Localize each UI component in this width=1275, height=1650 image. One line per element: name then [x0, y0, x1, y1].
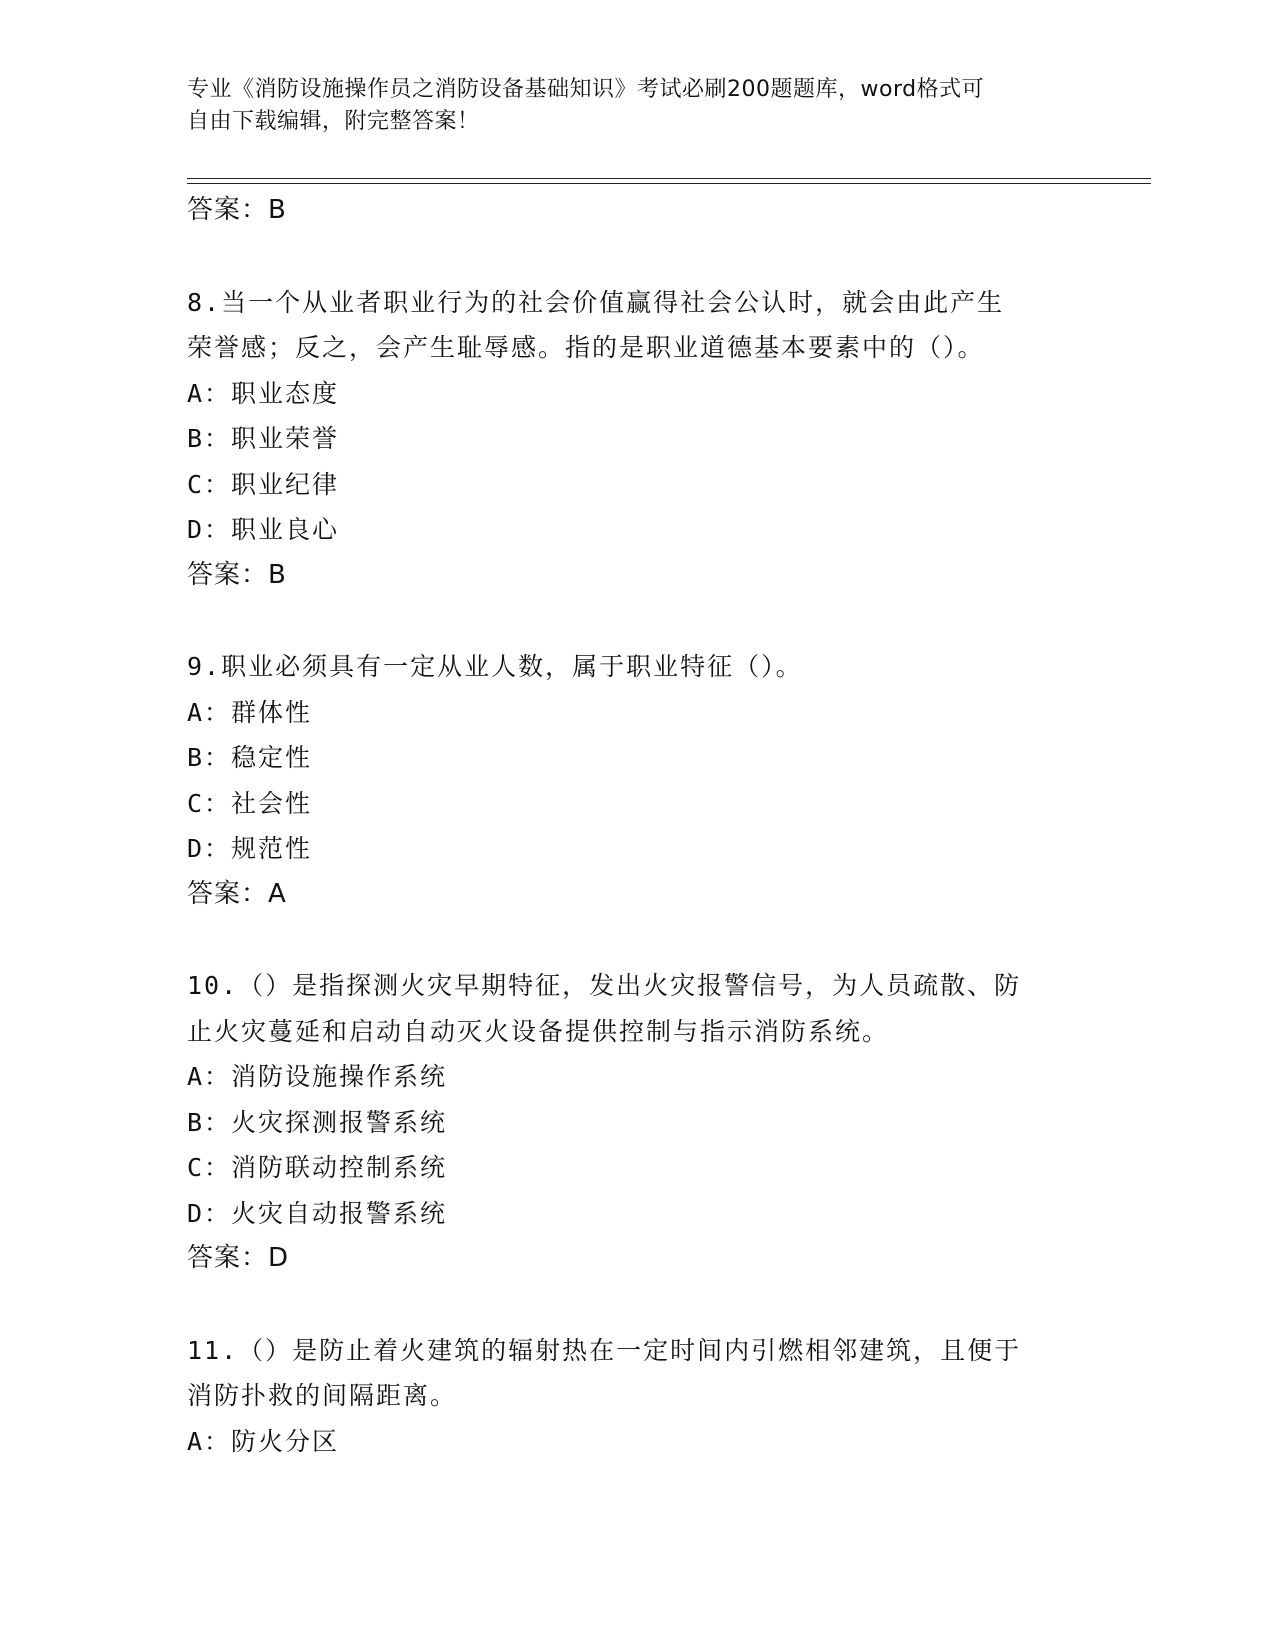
question-text: 止火灾蔓延和启动自动灭火设备提供控制与指示消防系统。: [187, 1016, 890, 1046]
header-divider-top: [187, 178, 1151, 179]
question-11: [187, 1328, 1087, 1465]
answer-line: 答案：B: [187, 559, 287, 590]
option-a: A：职业态度: [187, 378, 340, 408]
question-text: 8.当一个从业者职业行为的社会价值赢得社会公认时，就会由此产生: [187, 287, 1005, 317]
option-a: A：消防设施操作系统: [187, 1062, 448, 1091]
header-line-2: 自由下载编辑，附完整答案！: [187, 109, 480, 134]
option-c: C：消防联动控制系统: [187, 1153, 448, 1182]
option-c: C：社会性: [187, 788, 313, 818]
question-10: [187, 963, 1087, 1282]
option-b: B：职业荣誉: [187, 424, 340, 453]
question-9: [187, 644, 1087, 917]
option-d: D：职业良心: [187, 515, 340, 544]
option-a: A：防火分区: [187, 1426, 340, 1456]
question-text: 消防扑救的间隔距离。: [187, 1381, 458, 1410]
option-b: B：稳定性: [187, 743, 313, 772]
question-8: [187, 280, 1087, 599]
option-b: B：火灾探测报警系统: [187, 1107, 448, 1137]
option-a: A：群体性: [187, 697, 313, 727]
option-d: D：规范性: [187, 834, 313, 863]
answer-line: 答案：D: [187, 1243, 290, 1273]
header-line-1: 专业《消防设施操作员之消防设备基础知识》考试必刷200题题库，word格式可: [187, 77, 985, 102]
answer-line: 答案：B: [187, 195, 287, 225]
question-list: [187, 188, 1087, 1464]
option-d: D：火灾自动报警系统: [187, 1198, 448, 1228]
header-divider-bottom: [187, 183, 1151, 184]
question-text: 荣誉感；反之，会产生耻辱感。指的是职业道德基本要素中的（）。: [187, 333, 985, 362]
document-header: [187, 74, 1067, 138]
answer-line: 答案：A: [187, 878, 287, 909]
question-text: 9.职业必须具有一定从业人数，属于职业特征（）。: [187, 652, 803, 681]
question-text: 10.（）是指探测火灾早期特征，发出火灾报警信号，为人员疏散、防: [187, 971, 1022, 1000]
question-text: 11.（）是防止着火建筑的辐射热在一定时间内引燃相邻建筑，且便于: [187, 1335, 1022, 1365]
option-c: C：职业纪律: [187, 469, 340, 499]
